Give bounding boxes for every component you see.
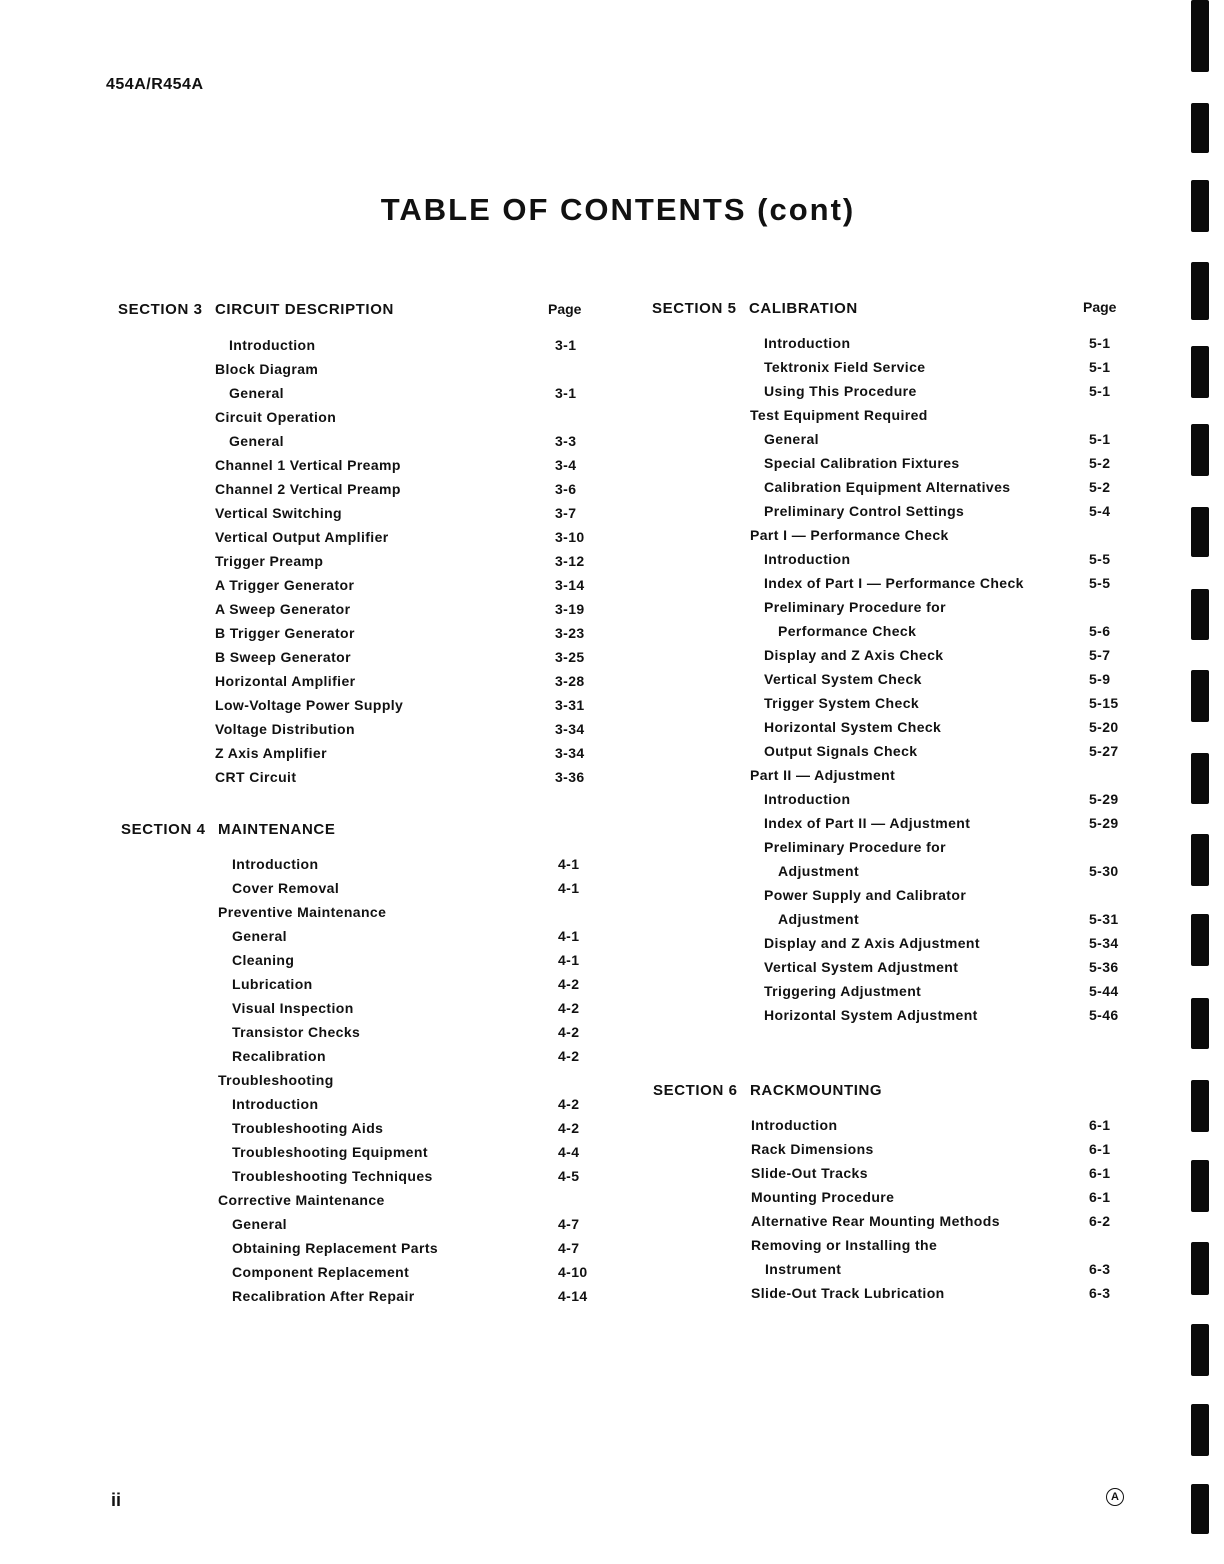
toc-entry-label: Part I — Performance Check xyxy=(750,527,949,543)
page-title-text: TABLE OF CONTENTS (cont) xyxy=(380,192,856,227)
toc-entry-page: 3-28 xyxy=(555,673,585,689)
toc-entry-label: Troubleshooting xyxy=(218,1072,334,1088)
toc-entry-page: 3-4 xyxy=(555,457,577,473)
toc-entry-page: 5-1 xyxy=(1089,383,1111,399)
section-4-heading xyxy=(121,821,335,838)
section-number: SECTION 4 xyxy=(121,821,206,838)
binder-mark xyxy=(1191,998,1209,1049)
toc-entry-label: Removing or Installing the xyxy=(751,1237,938,1253)
toc-entry-label: Introduction xyxy=(764,335,851,351)
toc-entry-page: 6-1 xyxy=(1089,1117,1111,1133)
toc-entry-page: 5-5 xyxy=(1089,575,1111,591)
toc-entry-label: Introduction xyxy=(764,791,851,807)
toc-entry-label: Cover Removal xyxy=(232,880,340,896)
binder-mark xyxy=(1191,834,1209,886)
toc-entry-label: Preliminary Procedure for xyxy=(764,839,946,855)
page-column-header: Page xyxy=(1083,299,1117,315)
toc-entry-page: 6-2 xyxy=(1089,1213,1111,1229)
binder-mark xyxy=(1191,0,1209,72)
toc-entry-label: Introduction xyxy=(764,551,851,567)
toc-entry-page: 5-1 xyxy=(1089,359,1111,375)
toc-entry-label: Component Replacement xyxy=(232,1264,410,1280)
toc-entry-page: 4-2 xyxy=(558,1024,580,1040)
toc-entry-label: Introduction xyxy=(229,337,316,353)
toc-entry-page: 3-19 xyxy=(555,601,585,617)
toc-entry-label: Obtaining Replacement Parts xyxy=(232,1240,439,1256)
toc-entry-label: Recalibration xyxy=(232,1048,326,1064)
document-id: 454A/R454A xyxy=(106,76,204,93)
binder-mark xyxy=(1191,1484,1209,1534)
section-number: SECTION 6 xyxy=(653,1082,738,1099)
binder-mark xyxy=(1191,914,1209,966)
toc-entry-page: 5-2 xyxy=(1089,455,1111,471)
toc-entry-label: A Trigger Generator xyxy=(215,577,355,593)
toc-entry-label: Troubleshooting Aids xyxy=(232,1120,384,1136)
page-column-header: Page xyxy=(548,301,582,317)
toc-entry-label: Display and Z Axis Adjustment xyxy=(764,935,980,951)
toc-entry-label: Introduction xyxy=(751,1117,838,1133)
toc-entry-page: 4-2 xyxy=(558,1120,580,1136)
toc-entry-label: A Sweep Generator xyxy=(215,601,351,617)
toc-entry-page: 3-6 xyxy=(555,481,577,497)
section-3-heading xyxy=(118,301,394,318)
page-number: ii xyxy=(111,1490,122,1510)
toc-entry-page: 4-14 xyxy=(558,1288,588,1304)
toc-entry-label: Recalibration After Repair xyxy=(232,1288,415,1304)
toc-entry-label: Troubleshooting Techniques xyxy=(232,1168,433,1184)
toc-entry-label: Special Calibration Fixtures xyxy=(764,455,960,471)
toc-entry-page: 5-4 xyxy=(1089,503,1111,519)
toc-entry-page: 6-3 xyxy=(1089,1261,1111,1277)
toc-entry-page: 5-46 xyxy=(1089,1007,1119,1023)
toc-entry-label: Vertical Switching xyxy=(215,505,343,521)
toc-entry-label: Index of Part II — Adjustment xyxy=(764,815,971,831)
toc-entry-page: 3-14 xyxy=(555,577,585,593)
toc-entry-page: 4-1 xyxy=(558,952,580,968)
toc-entry-page: 3-1 xyxy=(555,337,577,353)
toc-entry-label: Corrective Maintenance xyxy=(218,1192,385,1208)
toc-entry-page: 4-7 xyxy=(558,1240,580,1256)
toc-entry-label: General xyxy=(229,433,284,449)
toc-entry-page: 4-7 xyxy=(558,1216,580,1232)
toc-entry-page: 3-34 xyxy=(555,721,585,737)
section-title: RACKMOUNTING xyxy=(750,1082,883,1099)
toc-entry-page: 5-36 xyxy=(1089,959,1119,975)
toc-entry-label: Circuit Operation xyxy=(215,409,337,425)
toc-entry-label: Horizontal System Adjustment xyxy=(764,1007,978,1023)
binder-mark xyxy=(1191,1242,1209,1295)
toc-entry-page: 4-2 xyxy=(558,1096,580,1112)
toc-entry-page: 3-3 xyxy=(555,433,577,449)
toc-entry-label: Test Equipment Required xyxy=(750,407,928,423)
section-title: CALIBRATION xyxy=(749,300,858,317)
section-6-heading xyxy=(653,1082,882,1099)
toc-entry-page: 5-27 xyxy=(1089,743,1119,759)
toc-entry-label: Preliminary Procedure for xyxy=(764,599,946,615)
binder-mark xyxy=(1191,589,1209,640)
toc-entry-page: 3-31 xyxy=(555,697,585,713)
toc-entry-page: 5-30 xyxy=(1089,863,1119,879)
toc-entry-label: Triggering Adjustment xyxy=(764,983,922,999)
section-number: SECTION 3 xyxy=(118,301,203,318)
page-title xyxy=(0,192,1224,228)
toc-entry-page: 5-9 xyxy=(1089,671,1111,687)
toc-entry-label: Z Axis Amplifier xyxy=(215,745,327,761)
binder-mark xyxy=(1191,103,1209,153)
binder-mark xyxy=(1191,346,1209,398)
binder-mark xyxy=(1191,753,1209,804)
toc-entry-label: Preventive Maintenance xyxy=(218,904,387,920)
revision-mark: A xyxy=(1106,1488,1124,1506)
toc-entry-label: Transistor Checks xyxy=(232,1024,361,1040)
binder-marks xyxy=(1191,0,1211,1564)
toc-entry-label: Vertical System Adjustment xyxy=(764,959,959,975)
toc-entry-label: Block Diagram xyxy=(215,361,319,377)
toc-entry-page: 5-44 xyxy=(1089,983,1119,999)
toc-entry-page: 3-7 xyxy=(555,505,577,521)
toc-entry-label: Low-Voltage Power Supply xyxy=(215,697,404,713)
toc-entry-page: 5-31 xyxy=(1089,911,1119,927)
section-title: CIRCUIT DESCRIPTION xyxy=(215,301,394,318)
toc-entry-label: Voltage Distribution xyxy=(215,721,355,737)
toc-entry-label: Tektronix Field Service xyxy=(764,359,926,375)
toc-entry-page: 4-2 xyxy=(558,976,580,992)
toc-entry-page: 3-12 xyxy=(555,553,585,569)
toc-entry-page: 4-2 xyxy=(558,1000,580,1016)
toc-entry-label: Trigger Preamp xyxy=(215,553,324,569)
section-number: SECTION 5 xyxy=(652,300,737,317)
toc-entry-label: Using This Procedure xyxy=(764,383,917,399)
toc-entry-page: 5-20 xyxy=(1089,719,1119,735)
toc-entry-page: 6-1 xyxy=(1089,1141,1111,1157)
toc-entry-page: 4-4 xyxy=(558,1144,580,1160)
toc-entry-page: 4-1 xyxy=(558,880,580,896)
toc-entry-label: Slide-Out Track Lubrication xyxy=(751,1285,945,1301)
toc-entry-label: Lubrication xyxy=(232,976,313,992)
binder-mark xyxy=(1191,180,1209,232)
toc-entry-label: Cleaning xyxy=(232,952,295,968)
binder-mark xyxy=(1191,1324,1209,1376)
toc-entry-label: Vertical System Check xyxy=(764,671,922,687)
toc-entry-label: Power Supply and Calibrator xyxy=(764,887,967,903)
toc-entry-label: Channel 2 Vertical Preamp xyxy=(215,481,401,497)
toc-entry-page: 5-15 xyxy=(1089,695,1119,711)
toc-entry-label: Horizontal System Check xyxy=(764,719,942,735)
toc-entry-label: Introduction xyxy=(232,856,319,872)
binder-mark xyxy=(1191,1080,1209,1132)
toc-entry-page: 5-34 xyxy=(1089,935,1119,951)
toc-entry-label: Display and Z Axis Check xyxy=(764,647,944,663)
toc-entry-page: 6-1 xyxy=(1089,1165,1111,1181)
toc-entry-label: Troubleshooting Equipment xyxy=(232,1144,428,1160)
toc-entry-label: CRT Circuit xyxy=(215,769,297,785)
toc-entry-page: 5-5 xyxy=(1089,551,1111,567)
toc-entry-page: 6-1 xyxy=(1089,1189,1111,1205)
toc-entry-page: 5-29 xyxy=(1089,791,1119,807)
binder-mark xyxy=(1191,424,1209,476)
toc-entry-label: Slide-Out Tracks xyxy=(751,1165,868,1181)
toc-entry-label: Alternative Rear Mounting Methods xyxy=(751,1213,1000,1229)
binder-mark xyxy=(1191,507,1209,557)
toc-entry-label: Visual Inspection xyxy=(232,1000,354,1016)
toc-entry-label: Rack Dimensions xyxy=(751,1141,874,1157)
toc-entry-label: Preliminary Control Settings xyxy=(764,503,965,519)
toc-entry-label: Part II — Adjustment xyxy=(750,767,896,783)
toc-entry-label: General xyxy=(764,431,819,447)
toc-entry-label: Horizontal Amplifier xyxy=(215,673,356,689)
toc-entry-label: Introduction xyxy=(232,1096,319,1112)
toc-entry-label: General xyxy=(232,1216,287,1232)
toc-entry-page: 4-2 xyxy=(558,1048,580,1064)
toc-entry-label: Vertical Output Amplifier xyxy=(215,529,389,545)
toc-entry-label: Output Signals Check xyxy=(764,743,918,759)
toc-entry-label: General xyxy=(232,928,287,944)
toc-entry-page: 3-34 xyxy=(555,745,585,761)
toc-entry-page: 4-5 xyxy=(558,1168,580,1184)
toc-entry-label: Trigger System Check xyxy=(764,695,920,711)
toc-entry-page: 3-23 xyxy=(555,625,585,641)
toc-entry-page: 6-3 xyxy=(1089,1285,1111,1301)
toc-entry-page: 5-2 xyxy=(1089,479,1111,495)
toc-entry-page: 5-1 xyxy=(1089,431,1111,447)
toc-entry-label: Adjustment xyxy=(778,911,859,927)
toc-entry-page: 4-1 xyxy=(558,928,580,944)
toc-entry-page: 3-1 xyxy=(555,385,577,401)
toc-entry-label: Channel 1 Vertical Preamp xyxy=(215,457,401,473)
toc-entry-label: Calibration Equipment Alternatives xyxy=(764,479,1011,495)
toc-entry-page: 5-7 xyxy=(1089,647,1111,663)
binder-mark xyxy=(1191,262,1209,320)
toc-entry-page: 5-29 xyxy=(1089,815,1119,831)
toc-entry-label: Performance Check xyxy=(778,623,917,639)
toc-entry-label: Mounting Procedure xyxy=(751,1189,895,1205)
toc-entry-page: 3-25 xyxy=(555,649,585,665)
section-title: MAINTENANCE xyxy=(218,821,336,838)
toc-entry-label: General xyxy=(229,385,284,401)
toc-entry-page: 3-36 xyxy=(555,769,585,785)
binder-mark xyxy=(1191,670,1209,722)
binder-mark xyxy=(1191,1404,1209,1456)
toc-entry-page: 4-10 xyxy=(558,1264,588,1280)
toc-entry-page: 4-1 xyxy=(558,856,580,872)
toc-entry-label: Adjustment xyxy=(778,863,859,879)
toc-entry-label: Instrument xyxy=(765,1261,842,1277)
toc-entry-page: 5-6 xyxy=(1089,623,1111,639)
toc-entry-page: 3-10 xyxy=(555,529,585,545)
section-5-heading xyxy=(652,300,858,317)
toc-entry-page: 5-1 xyxy=(1089,335,1111,351)
toc-entry-label: B Sweep Generator xyxy=(215,649,351,665)
toc-entry-label: B Trigger Generator xyxy=(215,625,355,641)
binder-mark xyxy=(1191,1160,1209,1212)
toc-entry-label: Index of Part I — Performance Check xyxy=(764,575,1024,591)
